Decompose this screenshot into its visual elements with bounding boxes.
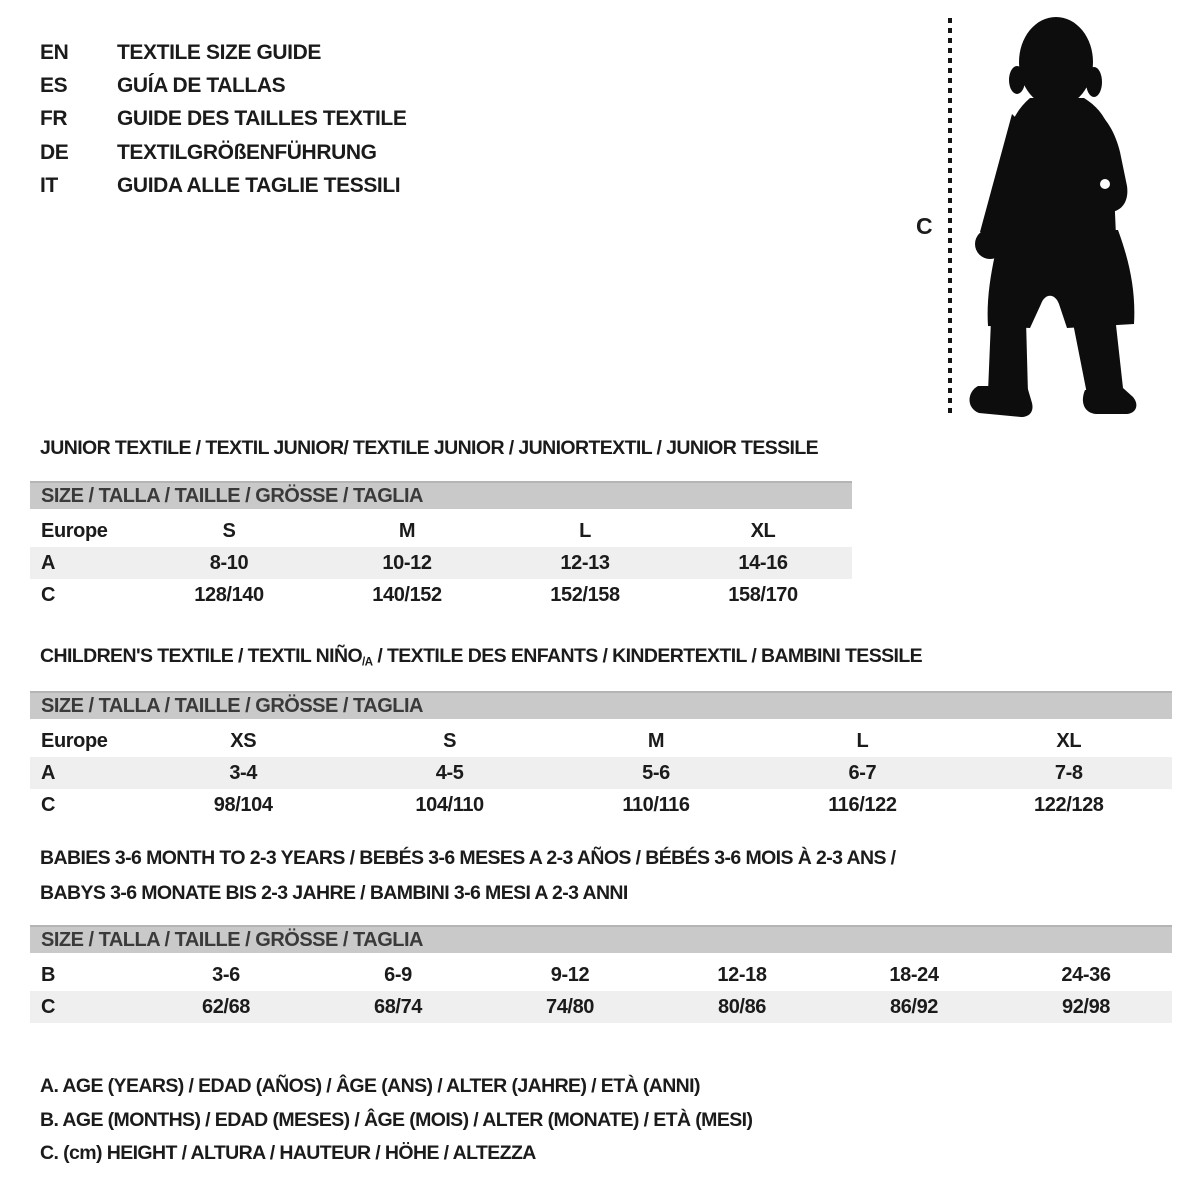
table-row <box>30 757 1172 789</box>
table-cell: 6-9 <box>384 963 412 986</box>
table-cell: 6-7 <box>848 761 877 784</box>
junior-size-header-bar: SIZE / TALLA / TAILLE / GRÖSSE / TAGLIA <box>30 481 852 509</box>
table-cell: 62/68 <box>201 995 251 1018</box>
children-title-sub: /A <box>362 655 373 669</box>
babies-size-header-bar: SIZE / TALLA / TAILLE / GRÖSSE / TAGLIA <box>30 925 1172 953</box>
babies-section-title-line2: BABYS 3-6 MONATE BIS 2-3 JAHRE / BAMBINI 3-6 MESI A 2-3 ANNI <box>40 882 628 904</box>
table-cell: 24-36 <box>1061 963 1111 986</box>
table-cell: 7-8 <box>1054 761 1083 784</box>
language-row <box>40 136 406 169</box>
babies-section-title-line1: BABIES 3-6 MONTH TO 2-3 YEARS / BEBÉS 3-6 MESES A 2-3 AÑOS / BÉBÉS 3-6 MOIS À 2-3 ANS / <box>40 847 896 869</box>
table-row <box>30 547 852 579</box>
table-cell: XS <box>230 729 257 752</box>
table-cell: S <box>443 729 457 752</box>
language-row <box>40 103 406 136</box>
table-row <box>30 725 1172 757</box>
table-cell: 8-10 <box>209 551 249 574</box>
guide-title: GUÍA DE TALLAS <box>117 74 286 98</box>
toddler-silhouette-icon <box>966 14 1140 420</box>
table-cell: 92/98 <box>1061 995 1111 1018</box>
language-row <box>40 69 406 102</box>
language-title-list <box>40 36 406 203</box>
row-label: C <box>41 793 56 816</box>
table-row <box>30 789 1172 821</box>
table-cell: 158/170 <box>728 583 798 606</box>
table-cell: 116/122 <box>828 793 897 816</box>
language-code: EN <box>40 40 69 64</box>
table-cell: 12-13 <box>560 551 610 574</box>
children-size-header-bar: SIZE / TALLA / TAILLE / GRÖSSE / TAGLIA <box>30 691 1172 719</box>
row-label: Europe <box>41 519 108 542</box>
table-cell: 18-24 <box>889 963 939 986</box>
table-cell: M <box>398 519 416 542</box>
table-cell: 3-6 <box>212 963 240 986</box>
table-cell: XL <box>1056 729 1082 752</box>
table-cell: 110/116 <box>622 793 690 816</box>
row-label: B <box>41 963 56 986</box>
babies-size-table <box>30 925 1172 1023</box>
table-cell: 5-6 <box>642 761 670 784</box>
language-code: FR <box>40 107 68 131</box>
table-cell: 128/140 <box>194 583 264 606</box>
table-cell: 4-5 <box>435 761 464 784</box>
table-cell: 3-4 <box>229 761 258 784</box>
row-label: C <box>41 583 56 606</box>
legend-line-b: B. AGE (MONTHS) / EDAD (MESES) / ÂGE (MOIS) / ALTER (MONATE) / ETÀ (MESI) <box>40 1108 753 1131</box>
junior-size-table <box>30 481 852 611</box>
language-row <box>40 170 406 203</box>
table-cell: 152/158 <box>550 583 620 606</box>
table-cell: XL <box>750 519 776 542</box>
row-label: A <box>41 761 56 784</box>
table-row <box>30 991 1172 1023</box>
table-row <box>30 515 852 547</box>
table-cell: 14-16 <box>738 551 788 574</box>
table-cell: 10-12 <box>382 551 432 574</box>
guide-title: TEXTILE SIZE GUIDE <box>117 40 321 64</box>
row-label: Europe <box>41 729 108 752</box>
table-cell: 80/86 <box>717 995 767 1018</box>
table-row <box>30 959 1172 991</box>
table-cell: 12-18 <box>717 963 767 986</box>
legend-line-c: C. (cm) HEIGHT / ALTURA / HAUTEUR / HÖHE / ALTEZZA <box>40 1142 536 1165</box>
children-title-suffix: / TEXTILE DES ENFANTS / KINDERTEXTIL / BAMBINI TESSILE <box>372 645 923 667</box>
language-code: IT <box>40 174 58 198</box>
guide-title: GUIDA ALLE TAGLIE TESSILI <box>117 174 401 198</box>
guide-title: GUIDE DES TAILLES TEXTILE <box>117 107 407 131</box>
height-measure-label: C <box>916 213 933 239</box>
table-cell: M <box>647 729 665 752</box>
table-cell: L <box>856 729 869 752</box>
children-section-title <box>40 644 922 674</box>
junior-section-title: JUNIOR TEXTILE / TEXTIL JUNIOR/ TEXTILE JUNIOR / JUNIORTEXTIL / JUNIOR TESSILE <box>40 437 819 459</box>
table-cell: 104/110 <box>415 793 484 816</box>
row-label: A <box>41 551 56 574</box>
language-code: ES <box>40 74 68 98</box>
language-code: DE <box>40 140 69 164</box>
legend-line-a: A. AGE (YEARS) / EDAD (AÑOS) / ÂGE (ANS) / ALTER (JAHRE) / ETÀ (ANNI) <box>40 1075 700 1098</box>
table-cell: 9-12 <box>550 963 590 986</box>
guide-title: TEXTILGRÖßENFÜHRUNG <box>117 140 377 164</box>
table-cell: 68/74 <box>373 995 423 1018</box>
row-label: C <box>41 995 56 1018</box>
table-cell: L <box>579 519 591 542</box>
language-row <box>40 36 406 69</box>
table-cell: 74/80 <box>545 995 595 1018</box>
legend <box>40 1070 752 1171</box>
table-cell: 122/128 <box>1034 793 1104 816</box>
height-measure-dashed-line <box>948 18 952 416</box>
table-cell: 140/152 <box>372 583 442 606</box>
table-cell: S <box>222 519 236 542</box>
table-cell: 86/92 <box>889 995 939 1018</box>
table-row <box>30 579 852 611</box>
children-size-table <box>30 691 1172 821</box>
table-cell: 98/104 <box>213 793 273 816</box>
children-title-prefix: CHILDREN'S TEXTILE / TEXTIL NIÑO <box>40 645 363 667</box>
